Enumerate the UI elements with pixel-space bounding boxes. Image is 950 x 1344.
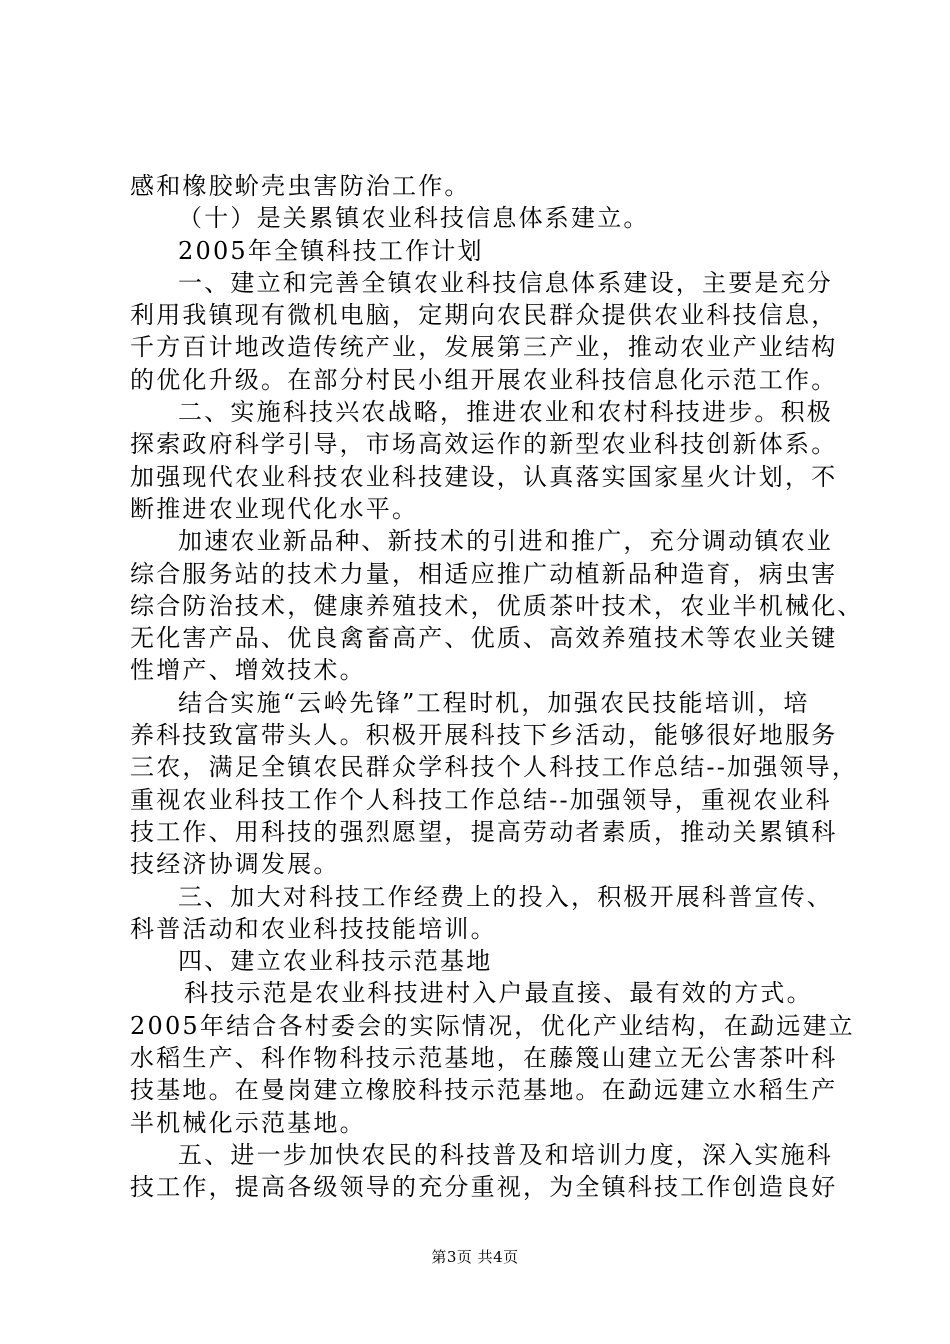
text-line: 三、加大对科技工作经费上的投入，积极开展科普宣传、 <box>178 882 833 911</box>
text-line: 技经济协调发展。 <box>130 850 340 879</box>
text-line: 千方百计地改造传统产业，发展第三产业，推动农业产业结构 <box>130 333 838 362</box>
text-line: 养科技致富带头人。积极开展科技下乡活动，能够很好地服务 <box>130 721 838 750</box>
text-line: 水稻生产、科作物科技示范基地，在藤篾山建立无公害茶叶科 <box>130 1044 838 1073</box>
text-line: 2005年结合各村委会的实际情况，优化产业结构，在勐远建立 <box>130 1011 855 1040</box>
text-line: 科普活动和农业科技技能培训。 <box>130 914 497 943</box>
document-body <box>130 170 864 1204</box>
text-line: 三农，满足全镇农民群众学科技个人科技工作总结--加强领导， <box>130 753 859 782</box>
text-line: 无化害产品、优良禽畜高产、优质、高效养殖技术等农业关键 <box>130 624 838 653</box>
text-line: 技工作、用科技的强烈愿望，提高劳动者素质，推动关累镇科 <box>130 817 838 846</box>
text-line: 结合实施“云岭先锋”工程时机，加强农民技能培训，培 <box>178 688 810 717</box>
text-line: 重视农业科技工作个人科技工作总结--加强领导，重视农业科 <box>130 785 832 814</box>
text-line: 二、实施科技兴农战略，推进农业和农村科技进步。积极 <box>178 398 833 427</box>
section-heading: 四、建立农业科技示范基地 <box>178 947 493 976</box>
plan-heading: 2005年全镇科技工作计划 <box>178 236 484 265</box>
text-line: 一、建立和完善全镇农业科技信息体系建设，主要是充分 <box>178 268 833 297</box>
text-line: 技基地。在曼岗建立橡胶科技示范基地。在勐远建立水稻生产 <box>130 1076 838 1105</box>
text-line: 感和橡胶蚧壳虫害防治工作。 <box>130 172 471 200</box>
text-line: （十）是关累镇农业科技信息体系建立。 <box>178 204 650 233</box>
page-number-footer: 第3页 共4页 <box>431 1248 519 1266</box>
text-line: 科技示范是农业科技进村入户最直接、最有效的方式。 <box>184 979 813 1008</box>
text-line: 半机械化示范基地。 <box>130 1108 366 1137</box>
text-line: 综合服务站的技术力量，相适应推广动植新品种造育，病虫害 <box>130 559 838 588</box>
text-line: 性增产、增效技术。 <box>130 656 366 685</box>
text-line: 加强现代农业科技农业科技建设，认真落实国家星火计划，不 <box>130 462 838 491</box>
text-line: 断推进农业现代化水平。 <box>130 494 419 523</box>
text-line: 利用我镇现有微机电脑，定期向农民群众提供农业科技信息， <box>130 301 838 330</box>
text-line: 的优化升级。在部分村民小组开展农业科技信息化示范工作。 <box>130 365 838 394</box>
text-line: 探索政府科学引导，市场高效运作的新型农业科技创新体系。 <box>130 430 838 459</box>
text-line: 加速农业新品种、新技术的引进和推广，充分调动镇农业 <box>178 527 833 556</box>
text-line: 五、进一步加快农民的科技普及和培训力度，深入实施科 <box>178 1140 833 1169</box>
text-line: 综合防治技术，健康养殖技术，优质茶叶技术，农业半机械化、 <box>130 591 864 620</box>
text-line: 技工作，提高各级领导的充分重视，为全镇科技工作创造良好 <box>130 1173 838 1202</box>
